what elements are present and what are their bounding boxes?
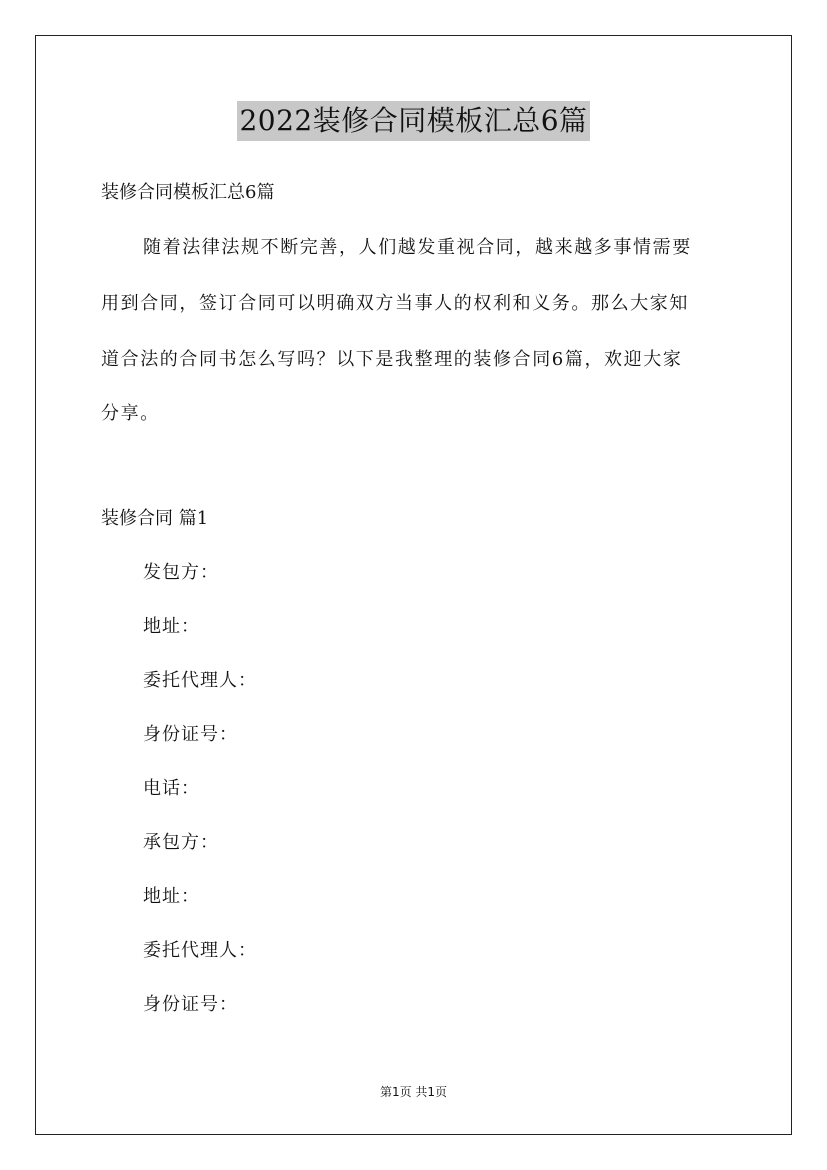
field-label: 地址： <box>143 616 200 637</box>
field-label: 承包方： <box>143 832 219 853</box>
field-label: 电话： <box>143 778 200 799</box>
field-label: 委托代理人： <box>143 670 257 691</box>
document-subtitle: 装修合同模板汇总6篇 <box>101 182 275 203</box>
page-number: 第1页 共1页 <box>379 1085 448 1099</box>
section-heading: 装修合同 篇1 <box>101 508 209 529</box>
field-label: 委托代理人： <box>143 940 257 961</box>
intro-line: 分享。 <box>101 403 160 424</box>
document-title: 2022装修合同模板汇总6篇 <box>237 101 589 141</box>
intro-line: 道合法的合同书怎么写吗？以下是我整理的装修合同6篇，欢迎大家 <box>101 349 683 370</box>
page-footer <box>0 1083 827 1100</box>
intro-line: 用到合同，签订合同可以明确双方当事人的权利和义务。那么大家知 <box>101 293 689 314</box>
field-label: 身份证号： <box>143 724 238 745</box>
title-container <box>0 101 827 141</box>
field-label: 发包方： <box>143 562 219 583</box>
field-label: 身份证号： <box>143 994 238 1015</box>
field-label: 地址： <box>143 886 200 907</box>
intro-line: 随着法律法规不断完善，人们越发重视合同，越来越多事情需要 <box>143 237 692 258</box>
